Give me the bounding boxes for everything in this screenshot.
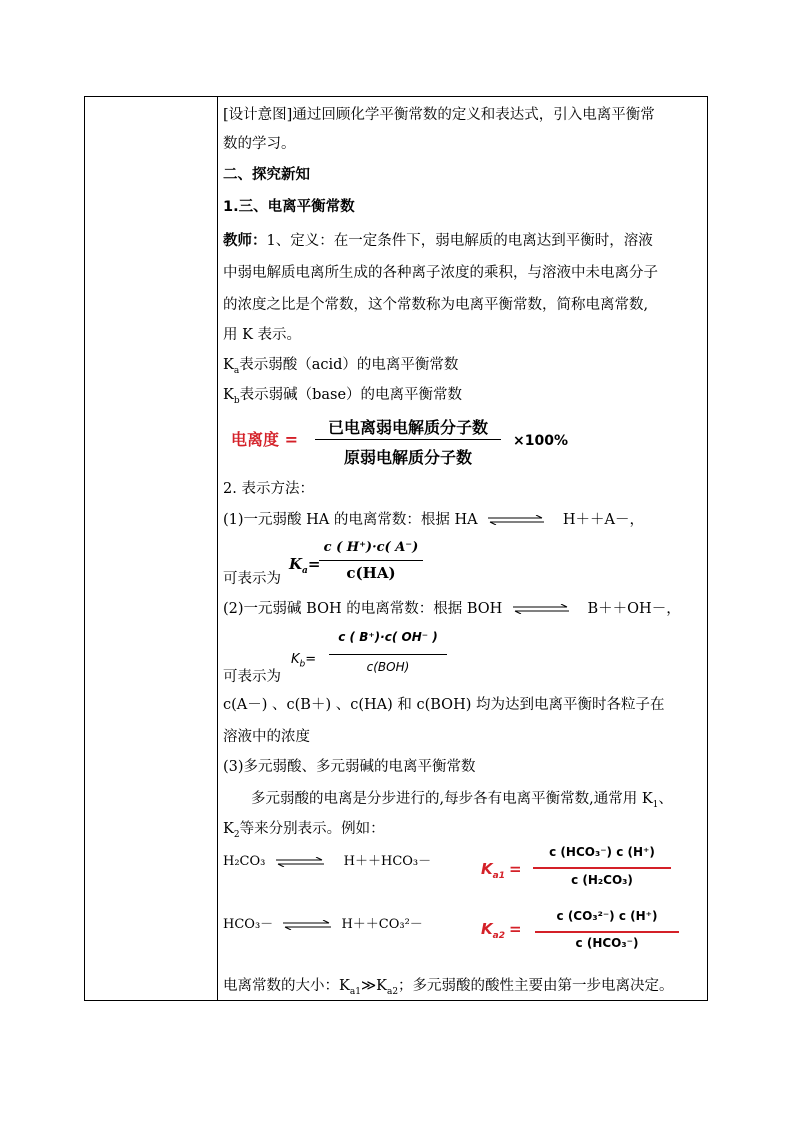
ka2-numerator: c (CO₃²⁻) c (H⁺) (556, 909, 658, 923)
equilibrium-arrow-icon (283, 920, 331, 930)
polyprotic-line-2: $K_2$等来分别表示。例如： (223, 821, 385, 840)
polyprotic-line-1: 多元弱酸的电离是分步进行的,每步各有电离平衡常数,通常用 $K_1$、 (251, 791, 673, 810)
equilibrium-arrow-icon (513, 604, 569, 614)
ka-fraction (319, 540, 423, 586)
step2-products: H＋＋CO₃²－ (341, 917, 423, 932)
ka1-numerator: c (HCO₃⁻) c (H⁺) (549, 845, 655, 859)
ka1-symbol: $K_{a1}$ = (481, 860, 522, 881)
concentration-note-line-2: 溶液中的浓度 (223, 729, 310, 745)
ka2-denominator: c (HCO₃⁻) (575, 936, 639, 950)
ka1-denominator: c (H₂CO₃) (571, 873, 633, 887)
content-cell (223, 97, 701, 1000)
kb-numerator: c ( B⁺)·c( OH⁻ ) (338, 630, 438, 644)
ionization-degree-numerator: 已电离弱电解质分子数 (327, 418, 488, 437)
ka2-symbol: $K_{a2}$ = (481, 920, 522, 941)
ionization-degree-multiplier: ×100% (513, 433, 568, 449)
teacher-line-1: 教师：1、定义：在一定条件下，弱电解质的电离达到平衡时，溶液 (223, 233, 653, 249)
equilibrium-arrow-icon (276, 857, 324, 867)
kb-fraction (329, 630, 447, 680)
method-heading: 2. 表示方法： (223, 481, 314, 497)
kb-symbol: $K_b=$ (291, 652, 317, 670)
ka1-fraction (533, 845, 671, 895)
teacher-line-3: 的浓度之比是个常数，这个常数称为电离平衡常数，简称电离常数, (223, 297, 649, 313)
final-statement: 电离常数的大小：$K_{a1}≫K_{a2}$；多元弱酸的酸性主要由第一步电离决定。 (223, 978, 674, 997)
subsection-heading: 1.三、电离平衡常数 (223, 199, 355, 215)
base-equilibrium-line: (2)一元弱碱 BOH 的电离常数：根据 BOH B＋＋OH－， (223, 601, 681, 617)
kb-denominator: c(BOH) (366, 660, 410, 674)
step2-reactant: HCO₃－ (223, 917, 274, 932)
design-intent-line-1: [设计意图]通过回顾化学平衡常数的定义和表达式，引入电离平衡常 (223, 107, 655, 123)
ka2-fraction (535, 909, 679, 959)
kb-definition: $K_b$表示弱碱（base）的电离平衡常数 (223, 387, 463, 406)
teacher-line-2: 中弱电解质电离所生成的各种离子浓度的乘积，与溶液中未电离分子 (223, 265, 658, 281)
equilibrium-arrow-icon (488, 515, 544, 525)
column-divider (217, 97, 218, 1000)
ka-symbol: $K_a=$ (289, 555, 321, 576)
section-heading: 二、探究新知 (223, 167, 310, 183)
ionization-degree-label: 电离度 = (231, 430, 298, 449)
ka-denominator: c(HA) (346, 564, 396, 582)
teacher-line-4: 用 K 表示。 (223, 327, 302, 343)
ionization-degree-fraction (315, 415, 501, 469)
acid-equilibrium-line: (1)一元弱酸 HA 的电离常数：根据 HA H＋＋A－， (223, 512, 644, 528)
step1-equation (223, 852, 431, 872)
step1-reactant: H₂CO₃ (223, 854, 266, 869)
design-intent-line-2: 数的学习。 (223, 136, 296, 152)
ionization-degree-denominator: 原弱电解质分子数 (343, 448, 472, 467)
polyprotic-heading: (3)多元弱酸、多元弱碱的电离平衡常数 (223, 759, 476, 775)
base-expression-label: 可表示为 (223, 669, 281, 685)
ka-definition: $K_a$表示弱酸（acid）的电离平衡常数 (223, 357, 459, 376)
lesson-table (84, 96, 708, 1001)
step1-products: H＋＋HCO₃－ (343, 854, 432, 869)
step2-equation (223, 915, 423, 935)
teacher-label: 教师： (223, 233, 267, 249)
ka-numerator: c ( H⁺)·c( A⁻) (323, 540, 419, 555)
acid-expression-label: 可表示为 (223, 571, 281, 587)
concentration-note-line-1: c(A－) 、c(B＋) 、c(HA) 和 c(BOH) 均为达到电离平衡时各粒子在 (223, 697, 665, 713)
